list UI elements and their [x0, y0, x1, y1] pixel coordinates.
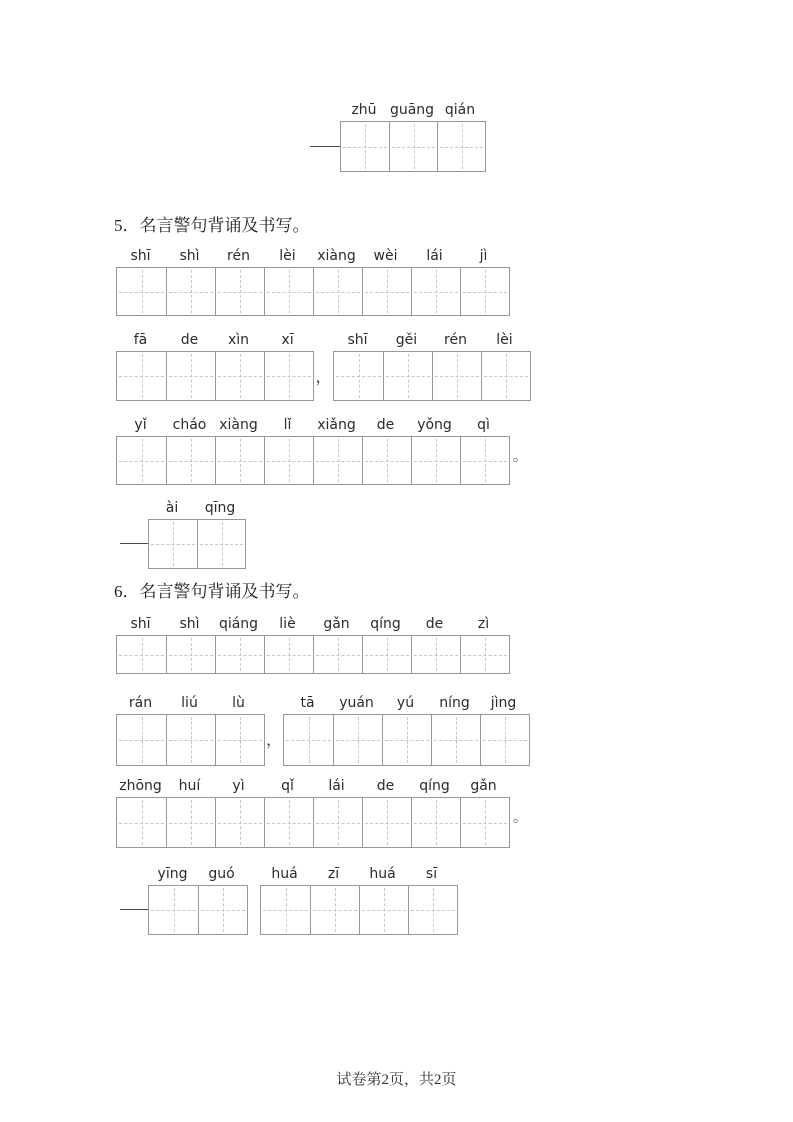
page-footer: 试卷第2页，共2页: [336, 1072, 457, 1088]
writing-cell: [264, 352, 313, 400]
writing-cell: [481, 352, 530, 400]
writing-boxes: [148, 519, 246, 569]
pinyin-label: zhōng: [119, 778, 162, 794]
pinyin-label: guó: [208, 866, 235, 882]
pinyin-label: de: [376, 778, 395, 794]
pinyin-label: qiáng: [218, 616, 259, 632]
writing-boxes: [116, 797, 510, 848]
writing-cell: [215, 636, 264, 673]
pinyin-label: huá: [369, 866, 396, 882]
q5-answer-row-4: [120, 498, 246, 569]
writing-cell: [166, 268, 215, 315]
q6-answer-row-3: [116, 776, 528, 848]
answer-prefix-line: [120, 909, 148, 910]
pinyin-box-group: [116, 246, 510, 316]
pinyin-label: yú: [396, 695, 415, 711]
writing-cell: [480, 715, 529, 765]
pinyin-box-group: [340, 100, 486, 172]
writing-cell: [411, 268, 460, 315]
writing-cell: [166, 798, 215, 847]
writing-cell: [264, 798, 313, 847]
pinyin-label: shì: [179, 616, 200, 632]
writing-cell: [310, 886, 359, 934]
pinyin-label: jì: [479, 248, 488, 264]
q5-answer-row-1: [116, 246, 510, 316]
pinyin-box-group: [116, 614, 510, 674]
pinyin-label: xìn: [227, 332, 250, 348]
pinyin-labels-row: [116, 693, 265, 714]
pinyin-labels-row: [333, 330, 531, 351]
pinyin-label: shī: [347, 332, 368, 348]
writing-cell: [460, 798, 509, 847]
writing-cell: [117, 636, 166, 673]
writing-cell: [264, 636, 313, 673]
writing-cell: [411, 636, 460, 673]
pinyin-label: cháo: [172, 417, 207, 433]
pinyin-box-group: [116, 776, 510, 848]
pinyin-labels-row: [260, 864, 458, 885]
pinyin-label: lèi: [279, 248, 296, 264]
pinyin-label: sī: [425, 866, 438, 882]
pinyin-label: de: [425, 616, 444, 632]
pinyin-label: yì: [232, 778, 245, 794]
pinyin-label: lèi: [496, 332, 513, 348]
pinyin-label: qì: [477, 417, 490, 433]
writing-cell: [389, 122, 437, 171]
pinyin-label: liú: [181, 695, 198, 711]
pinyin-label: tā: [300, 695, 315, 711]
pinyin-label: xiàng: [317, 248, 356, 264]
writing-boxes: [340, 121, 486, 172]
pinyin-labels-row: [340, 100, 486, 121]
punctuation-period: 。: [513, 811, 527, 826]
pinyin-label: qīng: [204, 500, 236, 516]
writing-cell: [383, 352, 432, 400]
q6-answer-row-1: [116, 614, 510, 674]
pinyin-label: rén: [227, 248, 250, 264]
writing-cell: [117, 352, 166, 400]
pinyin-label: huá: [271, 866, 298, 882]
pinyin-box-group: [148, 498, 246, 569]
writing-cell: [411, 437, 460, 484]
pinyin-label: níng: [439, 695, 470, 711]
pinyin-box-group: [283, 693, 530, 766]
writing-cell: [460, 437, 509, 484]
pinyin-label: xī: [281, 332, 294, 348]
pinyin-label: gǎn: [470, 778, 497, 794]
writing-cell: [215, 268, 264, 315]
writing-cell: [149, 520, 197, 568]
pinyin-labels-row: [116, 330, 314, 351]
writing-cell: [460, 268, 509, 315]
writing-cell: [460, 636, 509, 673]
pinyin-labels-row: [116, 246, 510, 267]
answer-prefix-line: [120, 543, 148, 544]
pinyin-label: liè: [279, 616, 296, 632]
pinyin-label: gǎn: [323, 616, 350, 632]
writing-cell: [215, 715, 264, 765]
writing-cell: [117, 268, 166, 315]
pinyin-label: shì: [179, 248, 200, 264]
writing-cell: [362, 268, 411, 315]
writing-cell: [313, 636, 362, 673]
writing-cell: [166, 715, 215, 765]
pinyin-label: lǐ: [283, 417, 292, 433]
pinyin-label: ài: [165, 500, 179, 516]
pinyin-labels-row: [148, 498, 246, 519]
pinyin-label: qián: [444, 102, 476, 118]
writing-cell: [149, 886, 198, 934]
writing-cell: [264, 437, 313, 484]
writing-cell: [215, 798, 264, 847]
pinyin-label: xiǎng: [317, 417, 356, 433]
writing-boxes: [116, 635, 510, 674]
pinyin-label: fā: [133, 332, 148, 348]
writing-cell: [437, 122, 485, 171]
pinyin-label: yǒng: [417, 417, 452, 433]
writing-boxes: [333, 351, 531, 401]
pinyin-label: xiàng: [219, 417, 258, 433]
writing-cell: [341, 122, 389, 171]
q6-answer-row-4: [120, 864, 458, 935]
pinyin-label: zhū: [351, 102, 377, 118]
pinyin-label: shī: [130, 248, 151, 264]
writing-cell: [313, 798, 362, 847]
q5-heading: 5．名言警句背诵及书写。: [114, 216, 310, 235]
writing-boxes: [116, 267, 510, 316]
pinyin-labels-row: [116, 614, 510, 635]
writing-cell: [198, 886, 247, 934]
pinyin-label: qíng: [370, 616, 401, 632]
pinyin-box-group: [116, 415, 510, 485]
writing-cell: [166, 352, 215, 400]
pinyin-labels-row: [148, 864, 248, 885]
pinyin-label: qǐ: [281, 778, 294, 794]
writing-cell: [166, 437, 215, 484]
writing-cell: [362, 798, 411, 847]
writing-boxes: [116, 351, 314, 401]
pinyin-label: rán: [128, 695, 153, 711]
writing-cell: [215, 352, 264, 400]
writing-cell: [362, 437, 411, 484]
pinyin-label: rén: [444, 332, 467, 348]
writing-cell: [411, 798, 460, 847]
writing-cell: [359, 886, 408, 934]
writing-cell: [362, 636, 411, 673]
answer-prefix-line: [310, 146, 340, 147]
writing-cell: [284, 715, 333, 765]
writing-cell: [333, 715, 382, 765]
pinyin-label: de: [376, 417, 395, 433]
pinyin-label: yǐ: [134, 417, 147, 433]
pinyin-label: shī: [130, 616, 151, 632]
q5-answer-row-2: [116, 330, 531, 401]
writing-cell: [117, 798, 166, 847]
writing-cell: [166, 636, 215, 673]
pinyin-label: wèi: [373, 248, 398, 264]
writing-cell: [313, 437, 362, 484]
writing-cell: [313, 268, 362, 315]
writing-boxes: [283, 714, 530, 766]
punctuation-comma: ，: [265, 732, 282, 749]
pinyin-label: huí: [178, 778, 201, 794]
writing-boxes: [148, 885, 248, 935]
pinyin-labels-row: [283, 693, 530, 714]
pinyin-box-group: [116, 693, 265, 766]
punctuation-period: 。: [513, 450, 527, 465]
pinyin-box-group: [333, 330, 531, 401]
punctuation-comma: ，: [315, 369, 332, 386]
pinyin-label: zì: [477, 616, 490, 632]
writing-cell: [408, 886, 457, 934]
pinyin-label: de: [180, 332, 199, 348]
q6-heading: 6．名言警句背诵及书写。: [114, 582, 310, 601]
writing-cell: [432, 352, 481, 400]
writing-cell: [197, 520, 245, 568]
pinyin-box-group: [148, 864, 248, 935]
writing-cell: [215, 437, 264, 484]
writing-boxes: [260, 885, 458, 935]
q6-answer-row-2: [116, 693, 530, 766]
pinyin-labels-row: [116, 776, 510, 797]
pinyin-label: gěi: [395, 332, 418, 348]
writing-cell: [117, 715, 166, 765]
pinyin-box-group: [116, 330, 314, 401]
pinyin-label: zī: [327, 866, 340, 882]
pinyin-label: guāng: [389, 102, 435, 118]
writing-boxes: [116, 436, 510, 485]
writing-cell: [382, 715, 431, 765]
writing-cell: [117, 437, 166, 484]
writing-cell: [261, 886, 310, 934]
pinyin-label: jìng: [490, 695, 517, 711]
pinyin-label: lái: [426, 248, 443, 264]
pinyin-label: yuán: [339, 695, 374, 711]
writing-cell: [264, 268, 313, 315]
writing-boxes: [116, 714, 265, 766]
pinyin-box-group: [260, 864, 458, 935]
pinyin-labels-row: [116, 415, 510, 436]
q4-answer-row: [310, 100, 486, 172]
pinyin-label: lù: [232, 695, 245, 711]
q5-answer-row-3: [116, 415, 528, 485]
writing-cell: [431, 715, 480, 765]
pinyin-label: yīng: [157, 866, 188, 882]
pinyin-label: lái: [328, 778, 345, 794]
pinyin-label: qíng: [419, 778, 450, 794]
writing-cell: [334, 352, 383, 400]
